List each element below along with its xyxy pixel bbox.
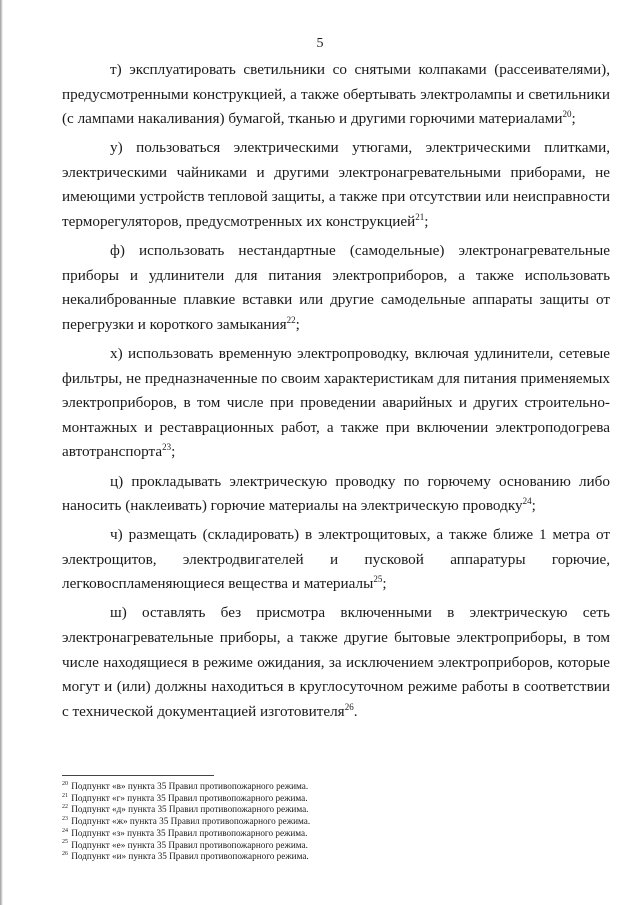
footnote-text: Подпункт «ж» пункта 35 Правил противопожарного режима.: [71, 816, 311, 827]
scan-edge-shadow: [0, 0, 3, 905]
footnote-number: 24: [62, 827, 68, 834]
paragraph-sh: [62, 601, 610, 724]
footnote-separator: [62, 775, 214, 776]
footnote-item: [62, 851, 562, 863]
paragraph-text: ц) прокладывать электрическую проводку по горючему основанию либо наносить (наклеивать) горючие материалы на электрическую проводку: [62, 472, 610, 515]
footnote-text: Подпункт «и» пункта 35 Правил противопожарного режима.: [71, 851, 309, 862]
page-number: 5: [316, 36, 324, 51]
footnote-number: 21: [62, 792, 68, 799]
paragraph-u: [62, 136, 610, 234]
footnote-item: [62, 816, 562, 828]
footnotes: [62, 781, 562, 863]
footnote-item: [62, 828, 562, 840]
footnote-ref: 26: [344, 701, 354, 712]
paragraph-f: [62, 239, 610, 337]
paragraph-text: ф) использовать нестандартные (самодельные) электронагревательные приборы и удлинители для питания электроприборов, а также использовать некалиброванные плавкие вставки или другие самодельные аппараты защиты от перегрузки и короткого замыкания: [62, 242, 610, 333]
paragraph-t: [62, 58, 610, 132]
paragraph-ch: [62, 523, 610, 597]
footnote-ref: 23: [162, 442, 172, 453]
paragraph-kh: [62, 342, 610, 465]
footnote-item: [62, 793, 562, 805]
footnote-text: Подпункт «д» пункта 35 Правил противопожарного режима.: [71, 804, 309, 815]
paragraph-end: ;: [382, 575, 387, 593]
paragraph-text: ш) оставлять без присмотра включенными в электрическую сеть электронагревательные приборы, а также другие бытовые электроприборы, в том числе находящиеся в режиме ожидания, за исключением электроприборов, которые могут и (или) должны находиться в круглосуточном режиме работы в соответствии с технической документацией изготовителя: [62, 604, 610, 720]
paragraph-end: ;: [424, 213, 429, 231]
paragraph-ts: [62, 470, 610, 519]
footnote-text: Подпункт «г» пункта 35 Правил противопожарного режима.: [71, 792, 308, 803]
body-text: [62, 58, 610, 729]
paragraph-end: ;: [571, 110, 576, 128]
footnote-number: 25: [62, 839, 68, 846]
footnote-number: 20: [62, 780, 68, 787]
paragraph-end: .: [353, 702, 358, 720]
paragraph-end: ;: [171, 443, 176, 461]
paragraph-end: ;: [295, 315, 300, 333]
paragraph-text: т) эксплуатировать светильники со снятыми колпаками (рассеивателями), предусмотренными конструкцией, а также обертывать электролампы и светильники (с лампами накаливания) бумагой, тканью и другими горючими материалами: [62, 61, 610, 128]
footnote-text: Подпункт «в» пункта 35 Правил противопожарного режима.: [71, 781, 309, 791]
footnote-number: 23: [62, 816, 68, 823]
footnote-ref: 22: [286, 314, 296, 325]
footnote-ref: 20: [562, 109, 572, 120]
footnote-text: Подпункт «е» пункта 35 Правил противопожарного режима.: [71, 839, 308, 850]
footnote-ref: 21: [415, 212, 425, 222]
paragraph-text: ч) размещать (складировать) в электрощитовых, а также ближе 1 метра от электрощитов, электродвигателей и пусковой аппаратуры горючие, легковоспламеняющиеся вещества и материалы: [62, 526, 610, 593]
paragraph-end: ;: [531, 497, 536, 515]
footnote-text: Подпункт «з» пункта 35 Правил противопожарного режима.: [71, 827, 308, 838]
footnote-item: [62, 781, 562, 793]
paragraph-text: х) использовать временную электропроводку, включая удлинители, сетевые фильтры, не предназначенные по своим характеристикам для питания применяемых электроприборов, в том числе при проведении аварийных и других строительно-монтажных и реставрационных работ, а также при включении электроподогрева автотранспорта: [62, 345, 610, 461]
footnote-item: [62, 804, 562, 816]
footnote-number: 26: [62, 851, 68, 858]
footnote-item: [62, 840, 562, 852]
footnote-number: 22: [62, 804, 68, 811]
footnote-ref: 24: [522, 496, 532, 507]
paragraph-text: у) пользоваться электрическими утюгами, электрическими плитками, электрическими чайниками и другими электронагревательными приборами, не имеющими устройств тепловой защиты, а также при отсутствии или неисправности терморегуляторов, предусмотренных их конструкцией: [62, 139, 610, 231]
footnote-ref: 25: [373, 574, 383, 585]
